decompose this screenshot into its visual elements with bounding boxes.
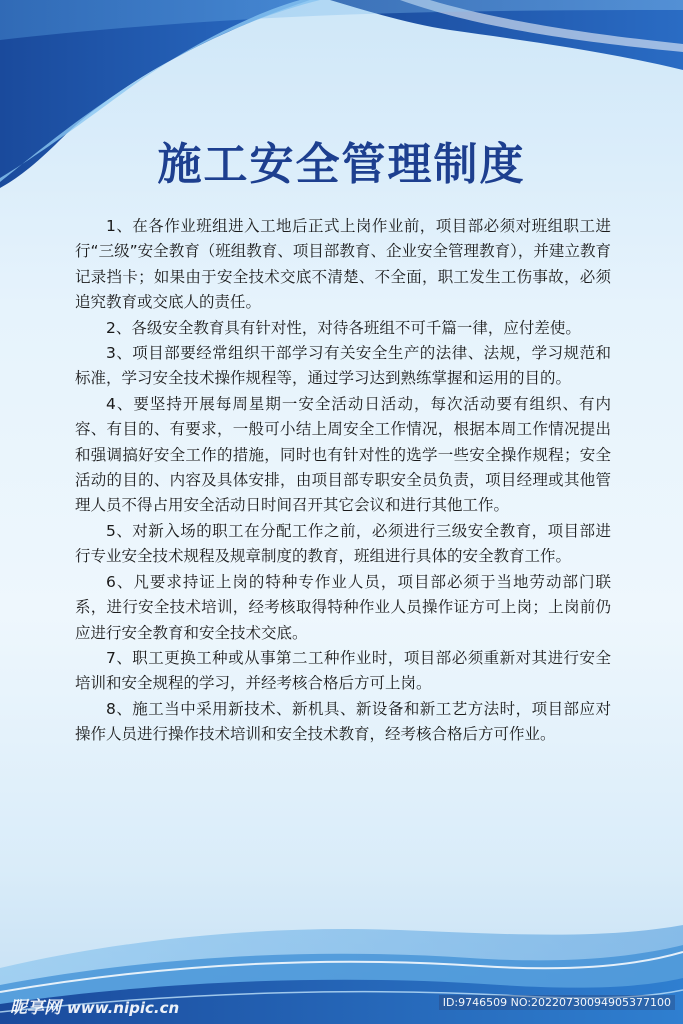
watermark-id: ID:9746509 NO:20220730094905377100 — [439, 995, 675, 1010]
regulation-item-5: 5、对新入场的职工在分配工作之前，必须进行三级安全教育，项目部进行专业安全技术规程及规章制度的教育，班组进行具体的安全教育工作。 — [75, 521, 611, 566]
watermark-logo — [10, 993, 179, 1018]
regulation-item-6: 6、凡要求持证上岗的特种专作业人员，项目部必须于当地劳动部门联系，进行安全技术培训，经考核取得特种作业人员操作证方可上岗；上岗前仍应进行安全教育和安全技术交底。 — [75, 572, 611, 642]
regulation-item-3: 3、项目部要经常组织干部学习有关安全生产的法律、法规，学习规范和标准，学习安全技术操作规程等，通过学习达到熟练掌握和运用的目的。 — [75, 344, 611, 388]
regulation-content — [75, 214, 611, 748]
regulation-item-4: 4、要坚持开展每周星期一安全活动日活动，每次活动要有组织、有内容、有目的、有要求，一般可小结上周安全工作情况，根据本周工作情况提出和强调搞好安全工作的措施，同时也有针对性的选学一些安全操作规程；安全活动的目的、内容及具体安排，由项目部专职安全员负责，项目经理或其他管理人员不得占用安全活动日时间召开其它会议和进行其他工作。 — [75, 394, 611, 515]
poster-title: 施工安全管理制度 — [157, 139, 526, 190]
regulation-item-1: 1、在各作业班组进入工地后正式上岗作业前，项目部必须对班组职工进行“三级”安全教育（班组教育、项目部教育、企业安全管理教育），并建立教育记录挡卡；如果由于安全技术交底不清楚、不全面，职工发生工伤事故，必须追究教育或交底人的责任。 — [75, 217, 611, 312]
regulation-item-8: 8、施工当中采用新技术、新机具、新设备和新工艺方法时，项目部应对操作人员进行操作技术培训和安全技术教育，经考核合格后方可作业。 — [75, 699, 611, 744]
watermark-logo-text: 昵享网 — [10, 998, 61, 1018]
regulation-item-7: 7、职工更换工种或从事第二工种作业时，项目部必须重新对其进行安全培训和安全规程的学习，并经考核合格后方可上岗。 — [75, 648, 611, 693]
watermark-site: www.nipic.cn — [67, 999, 180, 1017]
regulation-item-2: 2、各级安全教育具有针对性，对待各班组不可千篇一律，应付差使。 — [106, 318, 581, 337]
